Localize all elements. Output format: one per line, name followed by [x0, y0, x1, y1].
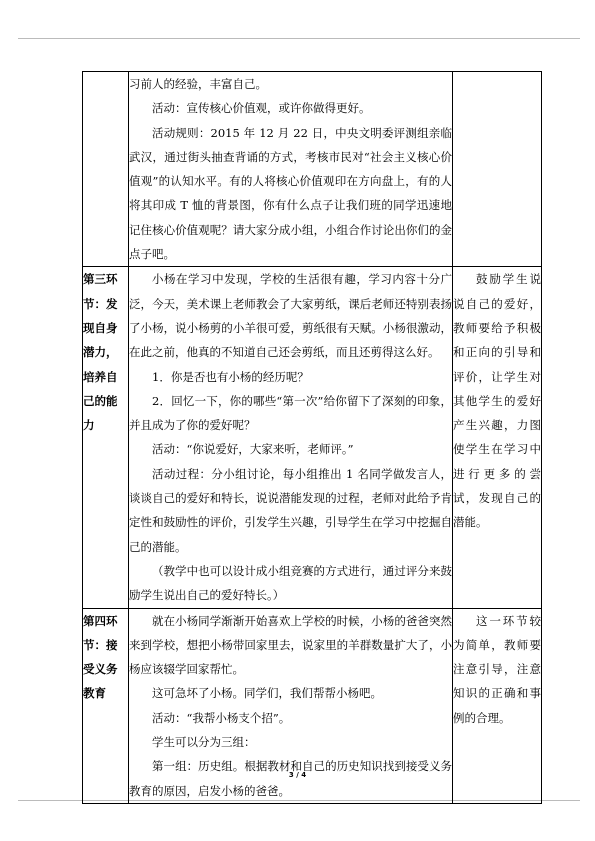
note-text: 鼓励学生说说自己的爱好，教师要给予积极和正向的引导和评价，让学生对其他学生的爱好产生兴趣，力图使学生在学习中进行更多的尝试，发现自己的潜能。 [453, 272, 541, 530]
header-rule [18, 38, 580, 39]
paragraph: 活动：“你说爱好，大家来听，老师评。” [152, 442, 354, 457]
paragraph: 习前人的经验，丰富自己。 [129, 77, 267, 91]
paragraph: 2．回忆一下，你的哪些“第一次”给你留下了深刻的印象，并且成为了你的爱好呢？ [129, 393, 452, 433]
paragraph: 这可急坏了小杨。同学们，我们帮帮小杨吧。 [152, 686, 382, 701]
paragraph: 小杨在学习中发现，学校的生活很有趣，学习内容十分广泛，今天，美术课上老师教会了大家剪纸，课后老师还特别表扬了小杨，说小杨剪的小羊很可爱，剪纸很有天赋。小杨很激动，在此之前，他真的不知道自己还会剪纸，而且还剪得这么好。 [129, 272, 452, 360]
lesson-plan-table [82, 71, 542, 804]
section-note [453, 72, 542, 267]
page-number: 3 / 4 [288, 771, 307, 779]
paragraph: （教学中也可以设计成小组竞赛的方式进行，通过评分来鼓励学生说出自己的爱好特长。） [129, 563, 452, 603]
section-label: 第四环节：接受义务教育 [83, 608, 129, 803]
paragraph: 活动：“我帮小杨支个招”。 [152, 710, 291, 725]
paragraph: 活动规则：2015 年 12 月 22 日，中央文明委评测组亲临武汉，通过街头抽查背诵的方式，考核市民对“社会主义核心价值观”的认知水平。有的人将核心价值观印在方向盘上，有的人将其印成 T 恤的背景图，你有什么点子让我们班的同学迅速地记住核心价值观呢？请大家分成小组，小组合作讨论出你们的金点子吧。 [129, 125, 452, 262]
paragraph: 学生可以分为三组： [152, 735, 256, 750]
paragraph: 就在小杨同学渐渐开始喜欢上学校的时候，小杨的爸爸突然来到学校，想把小杨带回家里去，说家里的羊群数量扩大了，小杨应该辍学回家帮忙。 [129, 613, 452, 677]
section-note [453, 267, 542, 608]
paragraph: 活动：宣传核心价值观，或许你做得更好。 [152, 101, 371, 116]
section-label: 第三环节：发现自身潜力，培养自己的能力 [83, 267, 129, 608]
table-row [83, 267, 542, 608]
paragraph: 活动过程：分小组讨论，每小组推出 1 名同学做发言人，谈谈自己的爱好和特长，说说潜能发现的过程，老师对此给予肯定性和鼓励性的评价，引发学生兴趣，引导学生在学习中挖掘自己的潜能。 [129, 466, 452, 554]
table-row [83, 72, 542, 267]
section-content [129, 267, 453, 608]
paragraph: 第一组：历史组。根据教材和自己的历史知识找到接受义务教育的原因，启发小杨的爸爸。 [129, 759, 452, 798]
paragraph: 1．你是否也有小杨的经历呢？ [152, 369, 309, 384]
section-label [83, 72, 129, 267]
section-content [129, 72, 453, 267]
note-text: 这一环节较为简单，教师要注意引导，注意知识的正确和事例的合理。 [453, 613, 541, 725]
